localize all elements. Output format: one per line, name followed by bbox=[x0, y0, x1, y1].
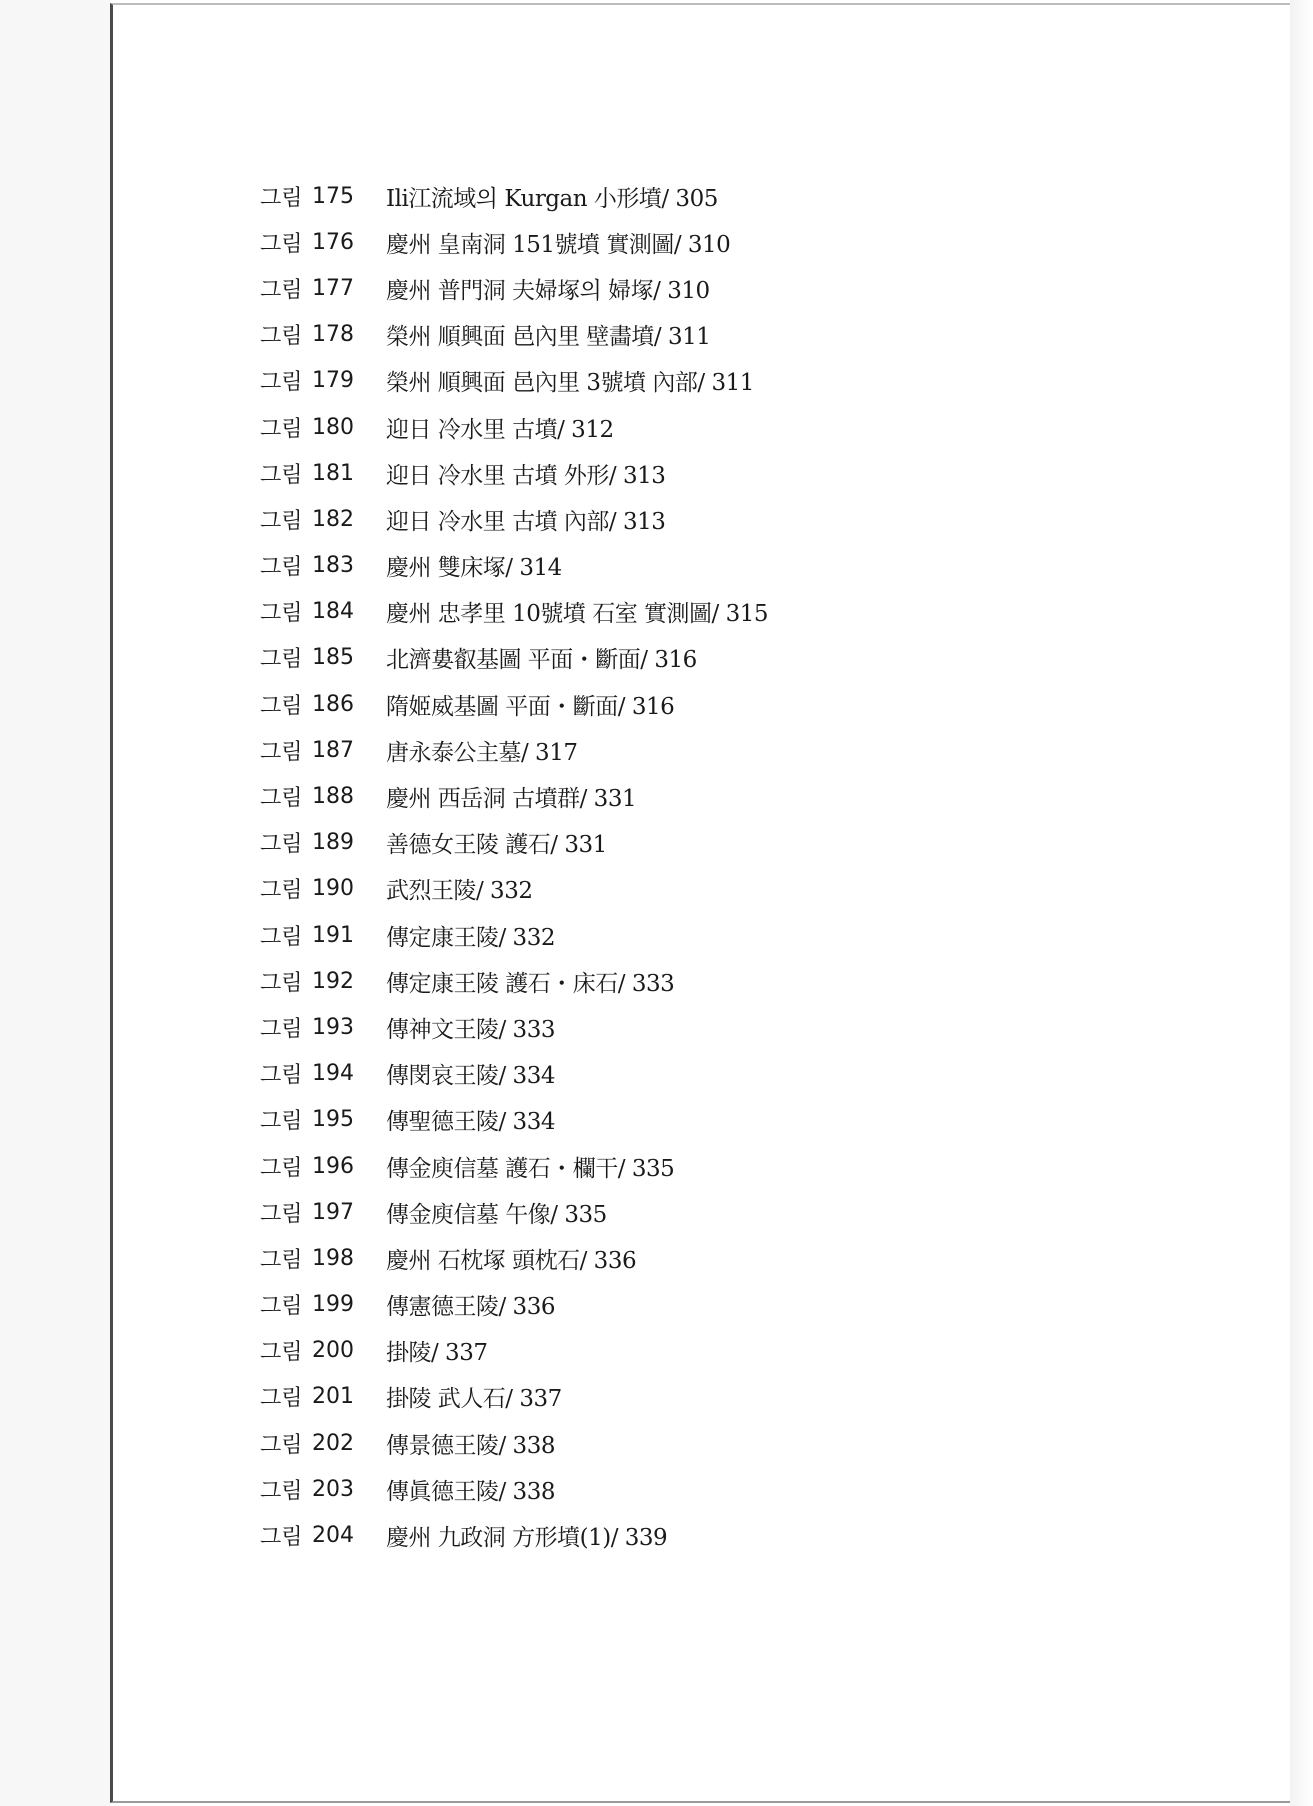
figure-label: 그림 bbox=[260, 1155, 303, 1181]
figure-number: 180 bbox=[312, 414, 354, 440]
figure-number: 177 bbox=[312, 275, 354, 301]
figure-label: 그림 bbox=[260, 555, 303, 581]
figure-number: 182 bbox=[312, 506, 354, 532]
figure-label: 그림 bbox=[260, 970, 303, 996]
figure-entry bbox=[260, 727, 768, 773]
figure-label: 그림 bbox=[260, 1340, 303, 1366]
figure-title: 慶州 雙床塚/ 314 bbox=[386, 555, 562, 582]
figure-number: 195 bbox=[312, 1107, 354, 1133]
figure-title: 唐永泰公主墓/ 317 bbox=[386, 739, 578, 766]
figure-title: 傳金庾信墓 護石・欄干/ 335 bbox=[386, 1155, 675, 1182]
figure-entry bbox=[260, 1051, 768, 1097]
figure-entry bbox=[260, 1235, 768, 1281]
figure-entry bbox=[260, 958, 768, 1004]
figure-label: 그림 bbox=[260, 878, 303, 904]
figure-title: 掛陵/ 337 bbox=[386, 1340, 488, 1367]
figure-number: 200 bbox=[312, 1338, 354, 1364]
figure-label: 그림 bbox=[260, 324, 303, 350]
figure-label: 그림 bbox=[260, 462, 303, 488]
figure-label: 그림 bbox=[260, 786, 303, 812]
figure-entry bbox=[260, 589, 768, 635]
figure-entry bbox=[260, 866, 768, 912]
figure-title: 慶州 忠孝里 10號墳 石室 實測圖/ 315 bbox=[386, 601, 768, 628]
figure-entry bbox=[260, 358, 768, 404]
figure-number: 183 bbox=[312, 553, 354, 579]
figure-entry bbox=[260, 1282, 768, 1328]
figure-title: 慶州 普門洞 夫婦塚의 婦塚/ 310 bbox=[386, 277, 710, 304]
figure-title: 傳金庾信墓 午像/ 335 bbox=[386, 1201, 607, 1228]
figure-number: 187 bbox=[312, 737, 354, 763]
figure-list bbox=[260, 173, 768, 1559]
figure-entry bbox=[260, 1328, 768, 1374]
figure-label: 그림 bbox=[260, 693, 303, 719]
scan-right-edge bbox=[1290, 0, 1313, 1806]
figure-title: 傳神文王陵/ 333 bbox=[386, 1016, 555, 1043]
figure-title: 榮州 順興面 邑內里 3號墳 內部/ 311 bbox=[386, 370, 754, 397]
figure-number: 189 bbox=[312, 830, 354, 856]
figure-entry bbox=[260, 1097, 768, 1143]
figure-label: 그림 bbox=[260, 924, 303, 950]
figure-title: 隋姬威基圖 平面・斷面/ 316 bbox=[386, 693, 675, 720]
figure-entry bbox=[260, 450, 768, 496]
figure-label: 그림 bbox=[260, 508, 303, 534]
figure-title: 迎日 冷水里 古墳 外形/ 313 bbox=[386, 462, 666, 489]
figure-number: 204 bbox=[312, 1523, 354, 1549]
figure-entry bbox=[260, 219, 768, 265]
figure-title: 傳定康王陵 護石・床石/ 333 bbox=[386, 970, 675, 997]
figure-title: 傳憲德王陵/ 336 bbox=[386, 1294, 555, 1321]
figure-entry bbox=[260, 265, 768, 311]
figure-entry bbox=[260, 1512, 768, 1558]
figure-number: 179 bbox=[312, 368, 354, 394]
figure-label: 그림 bbox=[260, 1247, 303, 1273]
figure-label: 그림 bbox=[260, 1201, 303, 1227]
figure-title: 慶州 西岳洞 古墳群/ 331 bbox=[386, 786, 637, 813]
figure-title: 慶州 九政洞 方形墳(1)/ 339 bbox=[386, 1525, 668, 1552]
figure-label: 그림 bbox=[260, 1478, 303, 1504]
figure-label: 그림 bbox=[260, 647, 303, 673]
figure-number: 192 bbox=[312, 968, 354, 994]
figure-number: 175 bbox=[312, 183, 354, 209]
figure-label: 그림 bbox=[260, 1432, 303, 1458]
figure-label: 그림 bbox=[260, 739, 303, 765]
figure-entry bbox=[260, 404, 768, 450]
figure-label: 그림 bbox=[260, 1294, 303, 1320]
figure-label: 그림 bbox=[260, 601, 303, 627]
figure-title: 迎日 冷水里 古墳 內部/ 313 bbox=[386, 508, 666, 535]
figure-label: 그림 bbox=[260, 1063, 303, 1089]
figure-number: 201 bbox=[312, 1384, 354, 1410]
figure-label: 그림 bbox=[260, 416, 303, 442]
figure-number: 193 bbox=[312, 1014, 354, 1040]
figure-entry bbox=[260, 1420, 768, 1466]
figure-entry bbox=[260, 1189, 768, 1235]
figure-number: 199 bbox=[312, 1292, 354, 1318]
figure-label: 그림 bbox=[260, 185, 303, 211]
figure-title: 傳聖德王陵/ 334 bbox=[386, 1109, 555, 1136]
figure-label: 그림 bbox=[260, 832, 303, 858]
figure-label: 그림 bbox=[260, 370, 303, 396]
figure-entry bbox=[260, 496, 768, 542]
figure-number: 184 bbox=[312, 599, 354, 625]
figure-title: 掛陵 武人石/ 337 bbox=[386, 1386, 562, 1413]
figure-title: 傳眞德王陵/ 338 bbox=[386, 1478, 555, 1505]
figure-number: 196 bbox=[312, 1153, 354, 1179]
figure-number: 185 bbox=[312, 645, 354, 671]
figure-title: 迎日 冷水里 古墳/ 312 bbox=[386, 416, 614, 443]
figure-entry bbox=[260, 1374, 768, 1420]
figure-entry bbox=[260, 681, 768, 727]
figure-title: 慶州 石枕塚 頭枕石/ 336 bbox=[386, 1247, 637, 1274]
figure-number: 190 bbox=[312, 876, 354, 902]
figure-number: 194 bbox=[312, 1061, 354, 1087]
figure-title: 榮州 順興面 邑內里 壁畵墳/ 311 bbox=[386, 324, 711, 351]
figure-title: 武烈王陵/ 332 bbox=[386, 878, 533, 905]
figure-entry bbox=[260, 173, 768, 219]
figure-title: 傳閔哀王陵/ 334 bbox=[386, 1063, 555, 1090]
figure-number: 198 bbox=[312, 1245, 354, 1271]
figure-title: 北濟婁叡基圖 平面・斷面/ 316 bbox=[386, 647, 697, 674]
figure-entry bbox=[260, 1466, 768, 1512]
figure-number: 202 bbox=[312, 1430, 354, 1456]
figure-title: 傳景德王陵/ 338 bbox=[386, 1432, 555, 1459]
figure-entry bbox=[260, 1143, 768, 1189]
figure-title: 傳定康王陵/ 332 bbox=[386, 924, 555, 951]
figure-number: 178 bbox=[312, 322, 354, 348]
figure-entry bbox=[260, 312, 768, 358]
figure-entry bbox=[260, 773, 768, 819]
figure-label: 그림 bbox=[260, 277, 303, 303]
figure-number: 181 bbox=[312, 460, 354, 486]
figure-number: 176 bbox=[312, 229, 354, 255]
figure-entry bbox=[260, 1004, 768, 1050]
figure-title: Ili江流域의 Kurgan 小形墳/ 305 bbox=[386, 185, 718, 212]
figure-label: 그림 bbox=[260, 231, 303, 257]
scan-left-margin bbox=[0, 0, 110, 1806]
figure-label: 그림 bbox=[260, 1386, 303, 1412]
figure-label: 그림 bbox=[260, 1016, 303, 1042]
figure-title: 善德女王陵 護石/ 331 bbox=[386, 832, 607, 859]
figure-number: 186 bbox=[312, 691, 354, 717]
figure-entry bbox=[260, 820, 768, 866]
figure-number: 191 bbox=[312, 922, 354, 948]
figure-label: 그림 bbox=[260, 1525, 303, 1551]
figure-entry bbox=[260, 543, 768, 589]
figure-number: 188 bbox=[312, 784, 354, 810]
figure-number: 197 bbox=[312, 1199, 354, 1225]
figure-entry bbox=[260, 912, 768, 958]
figure-number: 203 bbox=[312, 1476, 354, 1502]
figure-title: 慶州 皇南洞 151號墳 實測圖/ 310 bbox=[386, 231, 731, 258]
figure-label: 그림 bbox=[260, 1109, 303, 1135]
figure-entry bbox=[260, 635, 768, 681]
